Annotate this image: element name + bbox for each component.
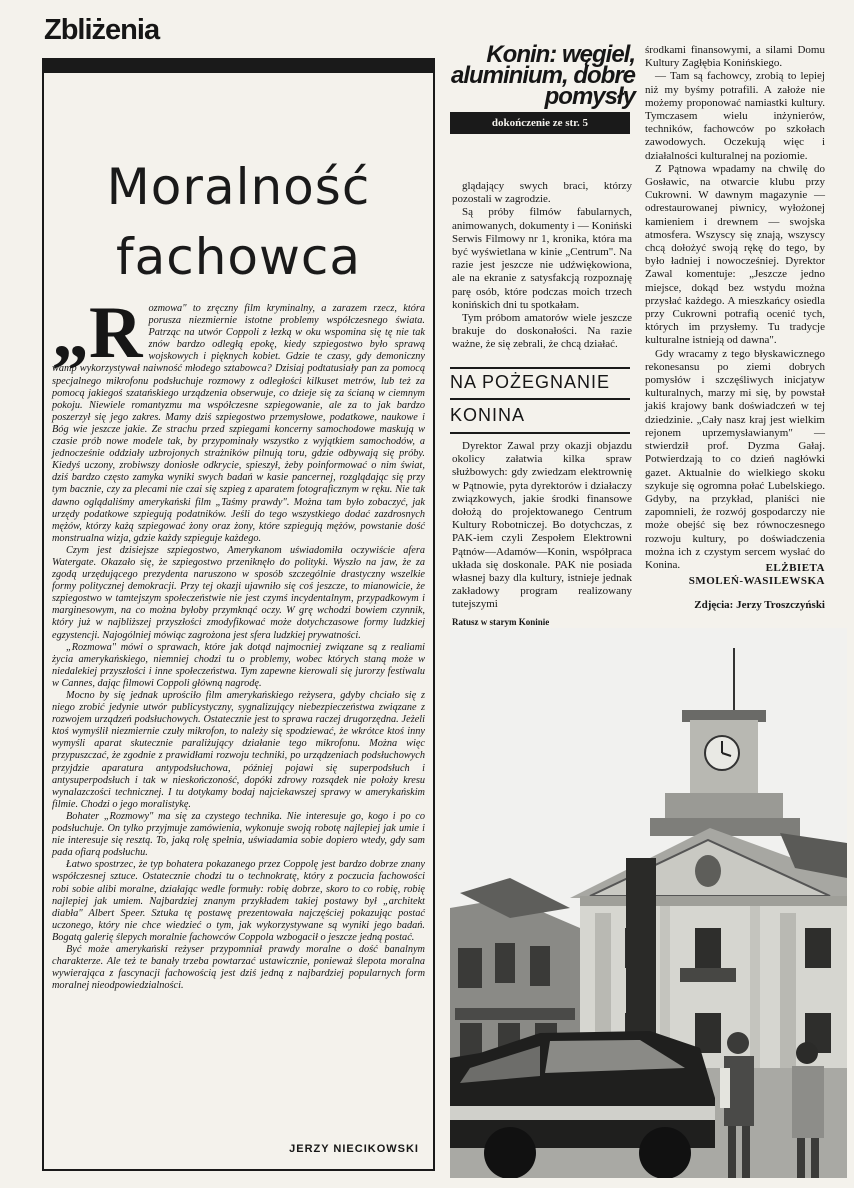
paragraph: Z Pątnowa wpadamy na chwilę do Gosławic, na otwarcie klubu przy Cukrowni. W dawnym magazynie — odrestaurowanej piwnicy, wyłożonej kamieniem i drewnem — swojska atmosfera. Wszyscy się znają, wszyscy chcą dołożyć swoją rękę do tego, by było ładniej i nowocześniej. Dyrektor Zawal komentuje: „Jeszcze jedno miejsce, dokąd bez wstydu można przysłać każdego. A mieszkańcy osiedla przy Cukrowni potrafią ocenić tych, których im przysłemy. Tu tradycje kulturalne istnieją od dawna". (645, 162, 825, 347)
continued-banner: dokończenie ze str. 5 (450, 112, 630, 134)
subhead-line-1: NA POŻEGNANIE (450, 372, 611, 392)
author-signature: JERZY NIECIKOWSKI (289, 1143, 419, 1155)
subhead-line-2: KONINA (450, 405, 526, 425)
left-article-box (42, 58, 435, 1171)
author-last-name: SMOLEŃ-WASILEWSKA (688, 575, 825, 587)
paragraph: Dyrektor Zawal przy okazji objazdu okolicy załatwia kilka spraw służbowych: gdy zwiedzam elektrownię w Pątnowie, pyta dyrektorów i działaczy związkowych, jakie środki finansowe dołożą do projektowanego Centrum Kultury Robotniczej. Bo dotychczas, z PAK-iem czyli Zespołem Elektrowni Pątnów—Adamów—Konin, współpraca układa się doskonale. PAK nie posiada własnej bazy dla kultury, istnieje jednak zakładowy program realizowany tutejszymi (452, 440, 632, 611)
paragraph: środkami finansowymi, a silami Domu Kultury Zagłębia Konińskiego. (645, 44, 825, 70)
paragraph: glądający swych braci, którzy pozostali w zagrodzie. (452, 180, 632, 206)
photo-credit: Zdjęcia: Jerzy Troszczyński (694, 599, 825, 611)
town-hall-photo (450, 628, 847, 1178)
title-line-1: Moralność (106, 158, 371, 216)
middle-column (452, 180, 632, 352)
article-headline: Konin: węgiel, aluminium, dobre pomysły (450, 41, 635, 110)
paragraph: — Tam są fachowcy, zrobią to lepiej niż my byśmy potrafili. A założe nie możemy proponować namiastki kultury. Tymczasem wielu inżynierów, techników, fachowców po szkołach zawodowych. Oczekują więc i działalności kulturalnej na poziomie. (645, 70, 825, 162)
paragraph: Są próby filmów fabularnych, animowanych, dokumenty i — Koniński Serwis Filmowy nr 1, kronika, która ma być wyświetlana w kinie „Centrum". Na razie jest jeszcze nie udźwiękowiona, ale na ekranie z satysfakcją rozpoznaję parę osób, które podczas moich trzech konińskich dni tu spotkałam. (452, 206, 632, 311)
paragraph: Mocno by się jednak uprościło film amerykańskiego reżysera, gdyby chciało się z niego zrobić jedynie utwór publicystyczny, sygnalizujący niebezpieczeństwa związane z rozwojem urządzeń podsłuchowych. Ostatecznie jest to sprawa raczej drugorzędna. Jeżeli ktoś wymyślił niezmiernie czuły mikrofon, to należy się spodziewać, że wkrótce ktoś inny wymyśli aparat skutecznie paraliżujący działanie tego mikrofonu. Można więc przypuszczać, że zgodnie z prawidłami rozwoju techniki, po urządzeniach podsłuchowych przyjdzie aparatura antypodsłuchowa, później pojawi się superpodsłuch i antysuperpodsłuch i tak w nieskończoność, dopóki zdrowy rozsądek nie położy kresu wynalazczości technicznej. I tu dotykamy bodaj najciekawszej sprawy w amerykańskim filmie. Chodzi o jego moralistykę. (52, 690, 425, 810)
paragraph: Łatwo spostrzec, że typ bohatera pokazanego przez Coppolę jest bardzo dobrze znany współczesnej sztuce. Ostatecznie chodzi tu o technokratę, który z poczucia fachowości robi sobie alibi moralne, działając wedle formuły: robię dobrze, skoro to co robię, robię najlepiej jak umiem. Najbardziej znanym przykładem takiej postawy był „architekt diabła" Albert Speer. Sztuka tę postawę prezentowała najczęściej pokazując postać uczonego, który nie chce wiedzieć o tym, jak wykorzystywane są wyniki jego badań. Bogatą galerię ślepych moralnie fachowców Coppola wzbogacił o jeszcze jedną postać. (52, 859, 425, 943)
right-column (645, 44, 825, 572)
author-first-name: ELŻBIETA (765, 562, 825, 574)
paragraph: Tym próbom amatorów wiele jeszcze brakuje do doskonałości. Na razie ważne, że się zebrali, że chcą działać. (452, 312, 632, 351)
title-line-2: fachowca (115, 228, 362, 286)
divider (450, 432, 630, 434)
top-bar (44, 60, 433, 73)
divider (450, 367, 630, 369)
paragraph: ozmowa" to zręczny film kryminalny, a zarazem rzecz, która porusza niezmiernie istotne problemy współczesnego świata. Patrząc na utwór Coppoli z łezką w oku wspomina się tę nie tak znów bardzo odległą epokę, kiedy szpiegostwo było sprawą wojskowych i pięknych kobiet. Gdzie te czasy, gdy demoniczny wamp wykorzystywał naiwność młodego sztabowca? Dzisiaj podtatusiały pan za pomocą specjalnego mikrofonu podsłuchuje rozmowy z odległości kilkuset metrów, lub też za pomocą jakiegoś szatańskiego urządzenia obserwuje, co dzieje się za ścianą w ciemnym pokoju. Niewiele romantyzmu ma współczesne szpiegowanie, ale za to jak bardzo poszerzył się jego zakres. Mamy dziś szpiegostwo przemysłowe, podatkowe, naukowe i Bóg wie jeszcze jakie. Ze strachu przed szpiegami koncerny samochodowe maskują w czasie prób nowe modele tak, by przypominały wszystko z wyjątkiem samochodów, a jednocześnie oddziały uzbrojonych strażników pilnują toru, gdzie odbywają się próby. Kiedyś uczony, zrobiwszy doniosłe odkrycie, spieszył, żeby poinformować o nim świat, dziś bardzo często zamyka wyniki swych badań w kasie pancernej, rozglądając się przy tym bacznie, czy za plecami nie czai się szpieg z aparatem fotograficznym w ręku. Nie tak dawno oglądaliśmy amerykański film „Taśmy prawdy". Można tam było zobaczyć, jak urzędy podatkowe szpiegują podatników. Jeśli do tego wszystkiego dodać zazdrosnych mężów, którzy każą szpiegować żony oraz żony, które szpiegują mężów, powstanie dość monstrualna wizja, gdzie każdy szpieguje każdego. (52, 303, 425, 544)
photo-caption: Ratusz w starym Koninie (452, 617, 550, 627)
divider (450, 398, 630, 400)
paragraph: Bohater „Rozmowy" ma się za czystego technika. Nie interesuje go, kogo i po co podsłuchuje. On tylko przyjmuje zamówienia, wykonuje swoją robotę najlepiej jak umie i nie interesuje się resztą. To, jaką rolę spełnia, uświadamia sobie dopiero wtedy, gdy sam pada ofiarą podsłuchu. (52, 810, 425, 859)
section-label: Zbliżenia (44, 14, 160, 46)
middle-column-lower (452, 440, 632, 612)
dropcap: „R (52, 292, 143, 374)
author-signature-right (645, 562, 825, 588)
paragraph: Czym jest dzisiejsze szpiegostwo, Amerykanom uświadomiła oczywiście afera Watergate. Okazało się, że szpiegostwo przeniknęło do polityki. Wyszło na jaw, że za zgodą urzędującego prezydenta naruszono w sposób szczególnie drastyczny wszelkie formy politycznej demokracji. Przy tej okazji ujawniło się coś jeszcze, to mianowicie, że szpiegostwo w tamtejszym społeczeństwie nie jest czymś incydentalnym, przypadkowym i marginesowym, na co można byłoby przymknąć oczy. W grę wchodzi bowiem czynnik, który już w najbliższej przyszłości zmodyfikować może dotychczasowe formy ludzkiej egzystencji. Najogólniej mówiąc zagrożona jest sfera ludzkiej prywatności. (52, 544, 425, 641)
paragraph: Gdy wracamy z tego błyskawicznego rekonesansu po ziemi dobrych pomysłów i szczęśliwych inicjatyw kulturalnych, marzy mi się, by powstał jakiś krajowy bank doświadczeń w tej dziedzinie. „Cały nasz kraj jest wielkim rejonem uprzemysławianym" — stwierdził prof. Dyzma Gałaj. Potwierdzają to co dzień nagłówki gazet. Aktualnie do wielkiego skoku szykuje się ogromna połać Lubelskiego. Gdyby, na przykład, planiści nie zapomnieli, że rozwój gospodarczy nie może obejść się bez równoczesnego rozwoju kultury, po doświadczenia można ich z czystym sercem wysłać do Konina. (645, 347, 825, 571)
left-article-body (52, 292, 425, 992)
paragraph: Być może amerykański reżyser przypomniał prawdy moralne o dość banalnym charakterze. Ale też te banały trzeba powtarzać ustawicznie, ponieważ ślepota moralna wywierająca z fascynacji fachowością jest dziś jedną z najbardziej popularnych form moralnej nieodpowiedzialności. (52, 943, 425, 992)
paragraph: „Rozmowa" mówi o sprawach, które jak dotąd najmocniej związane są z realiami życia amerykańskiego, niemniej chodzi tu o problemy, wobec których staną może w niedalekiej przyszłości i inne społeczeństwa. Tym zapewne kierowali się jurorzy festiwalu w Cannes, dając filmowi Coppoli główną nagrodę. (52, 641, 425, 689)
